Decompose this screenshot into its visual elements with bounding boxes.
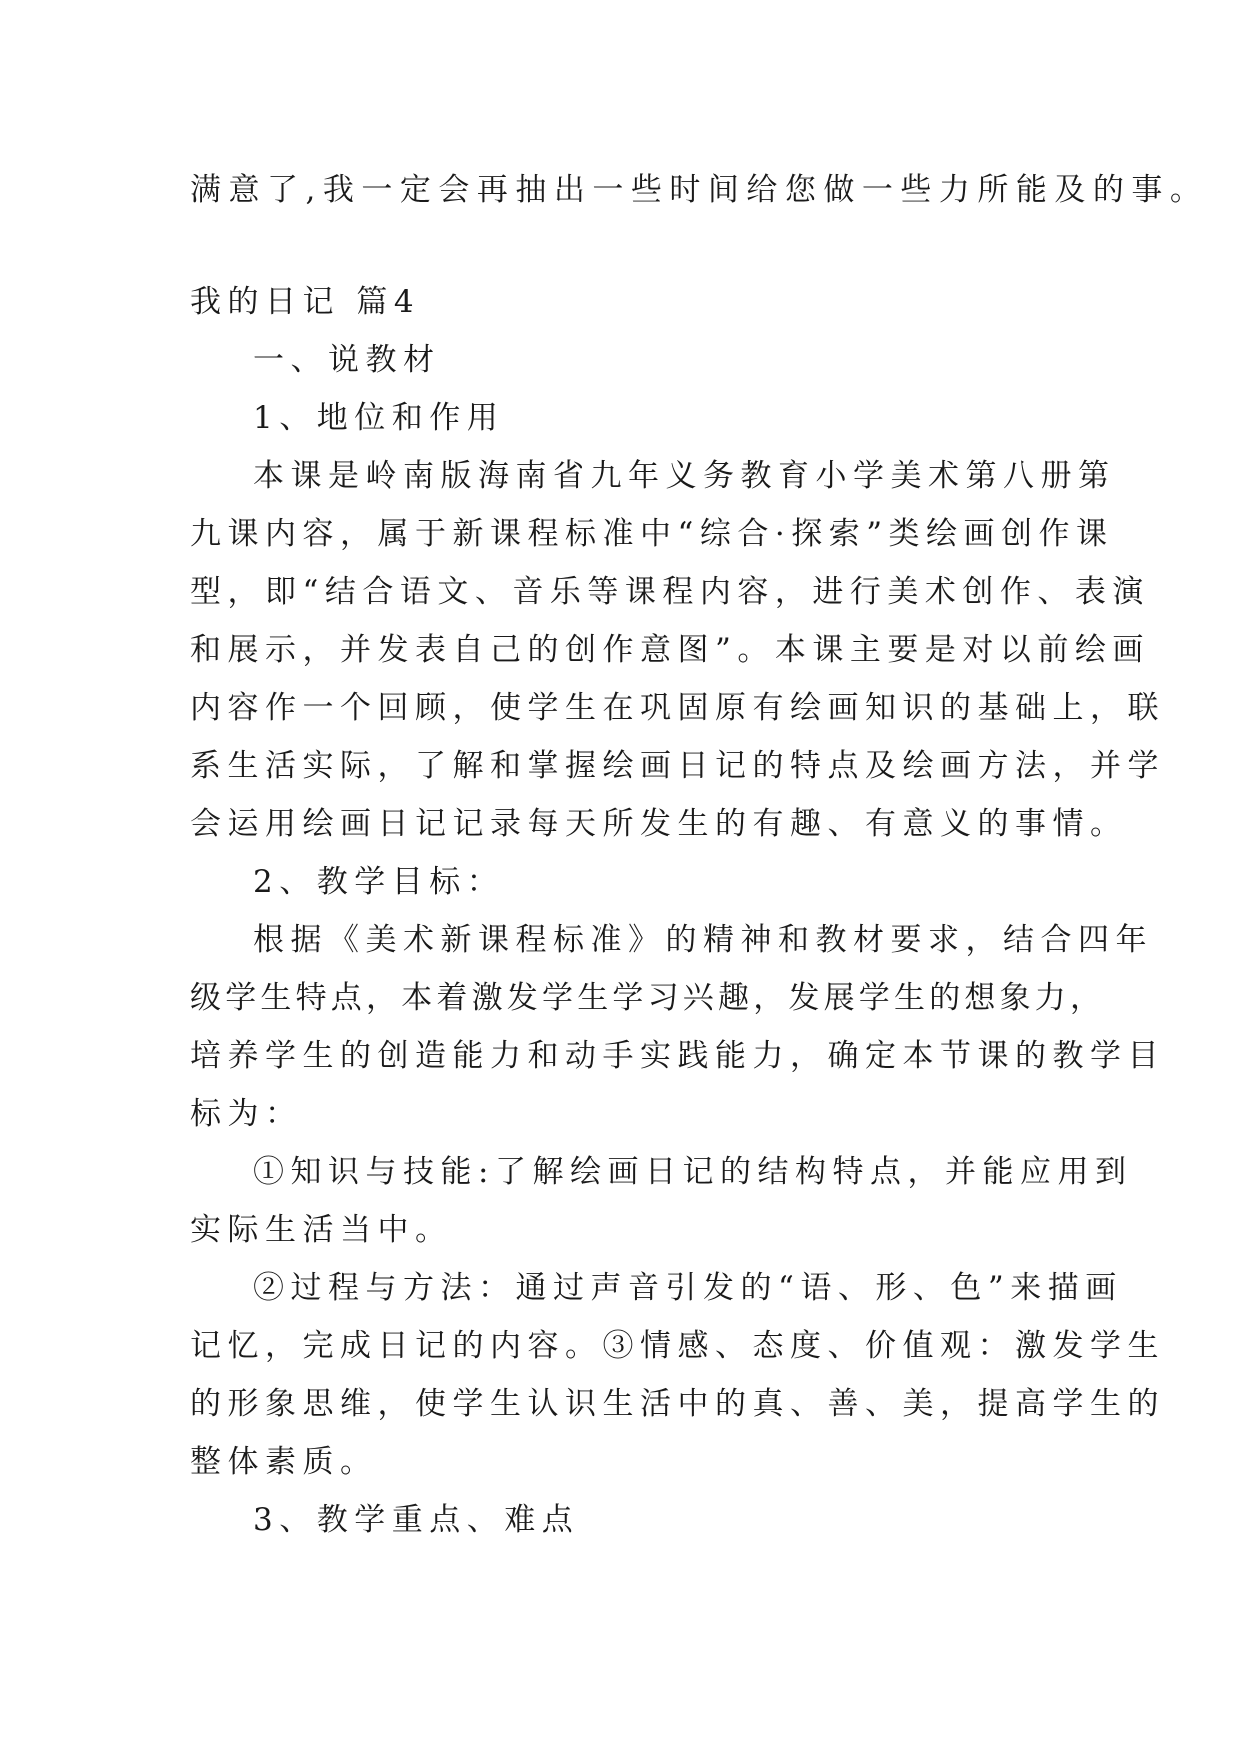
paragraph-line: 和展示，并发表自己的创作意图”。本课主要是对以前绘画 (190, 632, 1150, 668)
paragraph-line: 内容作一个回顾，使学生在巩固原有绘画知识的基础上，联 (190, 690, 1165, 726)
paragraph-line: 会运用绘画日记记录每天所发生的有趣、有意义的事情。 (190, 806, 1128, 842)
paragraph-line: 型，即“结合语文、音乐等课程内容，进行美术创作、表演 (190, 574, 1150, 610)
paragraph-line: 的形象思维，使学生认识生活中的真、善、美，提高学生的 (190, 1386, 1165, 1422)
paragraph-line: 培养学生的创造能力和动手实践能力，确定本节课的教学目 (190, 1038, 1165, 1074)
paragraph-line: 满意了,我一定会再抽出一些时间给您做一些力所能及的事。 (190, 172, 1209, 208)
paragraph-line: 根据《美术新课程标准》的精神和教材要求，结合四年 (253, 922, 1153, 958)
section-heading: 我的日记 篇4 (190, 284, 421, 320)
paragraph-line: 标为： (190, 1096, 303, 1132)
paragraph-line: 实际生活当中。 (190, 1212, 453, 1248)
subsection-heading: 1、地位和作用 (253, 400, 505, 436)
paragraph-line: 整体素质。 (190, 1444, 378, 1480)
paragraph-line: ①知识与技能:了解绘画日记的结构特点，并能应用到 (253, 1154, 1133, 1190)
paragraph-line: ②过程与方法：通过声音引发的“语、形、色”来描画 (253, 1270, 1123, 1306)
paragraph-line: 本课是岭南版海南省九年义务教育小学美术第八册第 (253, 458, 1116, 494)
paragraph-line: 九课内容，属于新课程标准中“综合·探索”类绘画创作课 (190, 516, 1114, 552)
paragraph-line: 记忆，完成日记的内容。③情感、态度、价值观：激发学生 (190, 1328, 1165, 1364)
subsection-heading: 一、说教材 (253, 342, 441, 378)
paragraph-line: 系生活实际，了解和掌握绘画日记的特点及绘画方法，并学 (190, 748, 1165, 784)
subsection-heading: 2、教学目标： (253, 864, 505, 900)
subsection-heading: 3、教学重点、难点 (253, 1502, 580, 1538)
paragraph-line: 级学生特点，本着激发学生学习兴趣，发展学生的想象力， (190, 980, 1106, 1016)
